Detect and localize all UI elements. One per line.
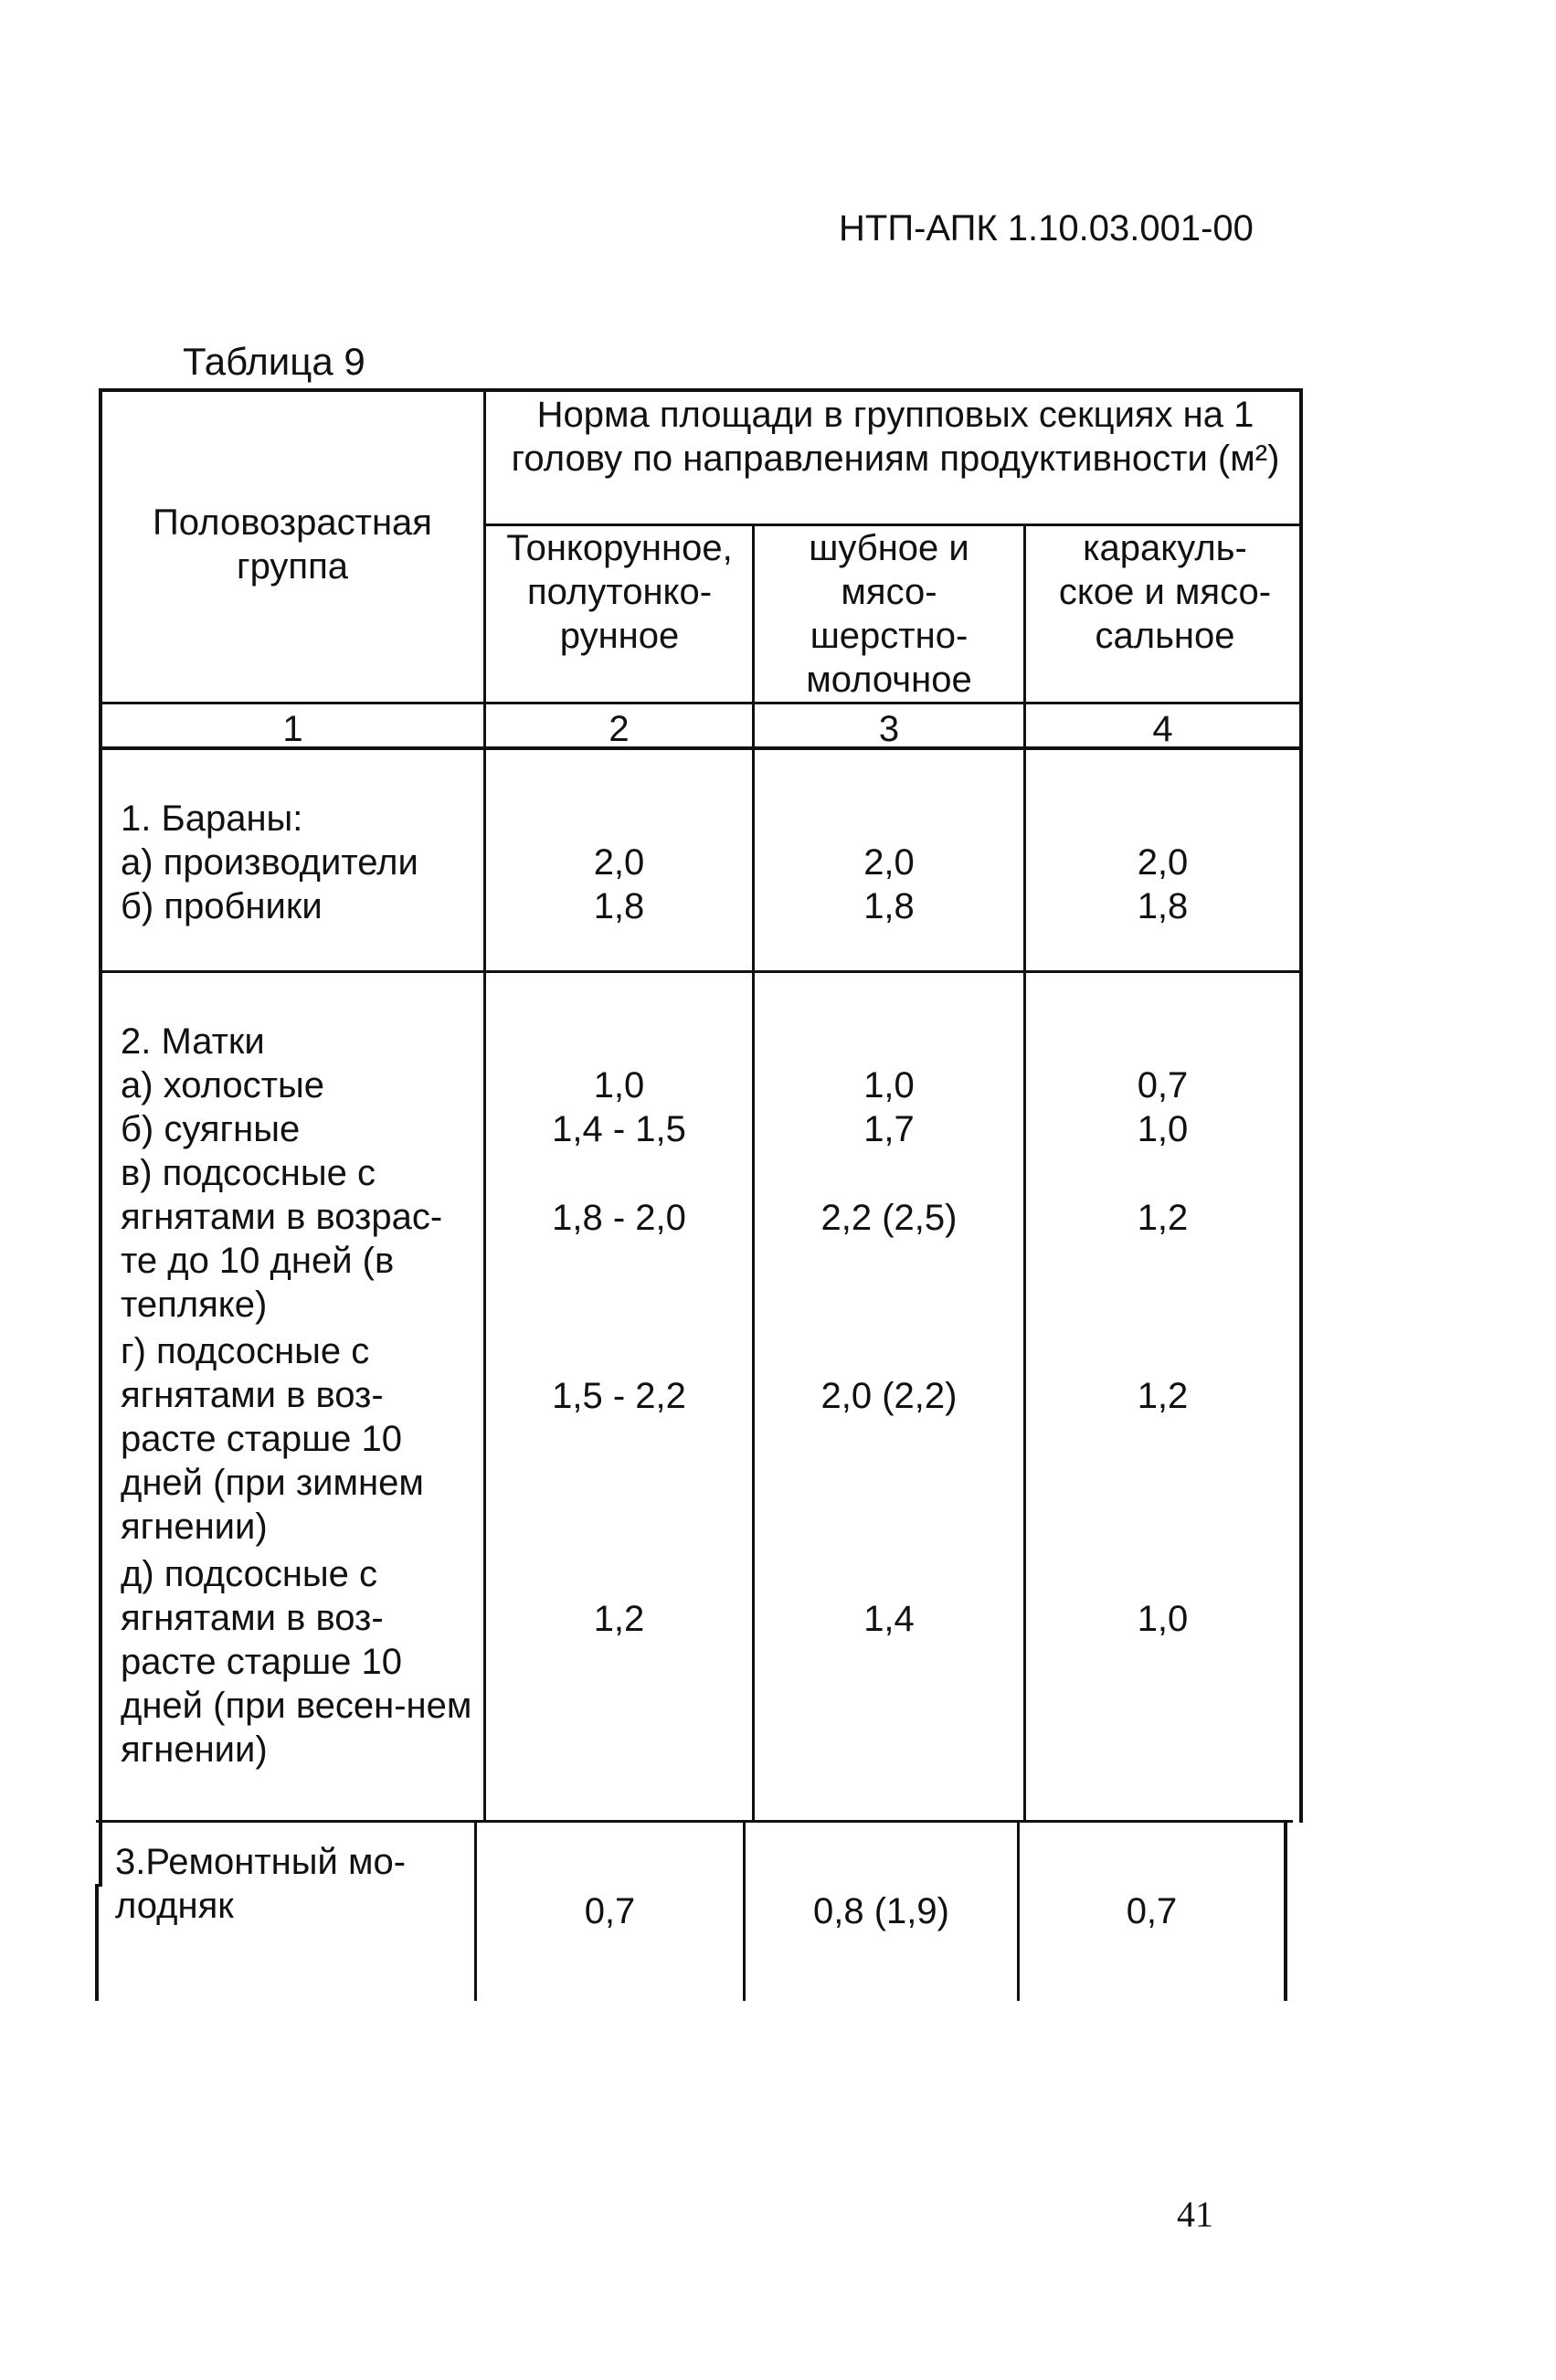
value-col4: 1,2 xyxy=(1137,1198,1189,1238)
section2-bottom-border xyxy=(96,1820,1293,1823)
table-right-border-lower xyxy=(1284,1820,1287,2001)
value-col4: 0,7 xyxy=(1137,1065,1189,1105)
section1-bottom-border xyxy=(99,970,1303,973)
value-col2: 1,8 - 2,0 xyxy=(552,1198,686,1238)
value-col3: 1,0 xyxy=(863,1065,915,1105)
value-col4: 1,2 xyxy=(1137,1376,1189,1416)
header-col-fine-wool: Тонкорунное, полутонко-рунное xyxy=(506,528,733,656)
document-code: НТП-АПК 1.10.03.001-00 xyxy=(839,208,1254,249)
table-caption: Таблица 9 xyxy=(183,340,365,383)
column-number-4: 4 xyxy=(1152,709,1173,749)
value-col2: 1,0 xyxy=(593,1065,645,1105)
value-col4: 0,7 xyxy=(1126,1891,1178,1931)
value-col3: 2,2 (2,5) xyxy=(820,1198,958,1238)
value-col3: 1,8 xyxy=(863,886,915,926)
row-label: б) суягные xyxy=(121,1109,301,1149)
row-label: г) подсосные с ягнятами в воз-расте старше 10 дней (при зимнем ягнении) xyxy=(121,1331,424,1547)
value-col2: 1,2 xyxy=(593,1599,645,1639)
table-left-border-lower xyxy=(95,1884,99,2001)
value-col4: 1,8 xyxy=(1137,886,1189,926)
section-title: 1. Бараны: xyxy=(121,799,303,839)
value-col2: 2,0 xyxy=(593,842,645,883)
header-group-column: Половозрастная группа xyxy=(153,502,432,587)
row-label: а) холостые xyxy=(121,1065,324,1105)
section-title: 2. Матки xyxy=(121,1021,265,1062)
value-col3: 1,7 xyxy=(863,1109,915,1149)
table-right-border xyxy=(1299,388,1303,1823)
page-number: 41 xyxy=(1177,2194,1213,2235)
value-col4: 1,0 xyxy=(1137,1599,1189,1639)
header-bottom-border xyxy=(99,702,1303,704)
column-number-3: 3 xyxy=(878,709,900,749)
value-col2: 1,5 - 2,2 xyxy=(552,1376,686,1416)
value-col4: 1,0 xyxy=(1137,1109,1189,1149)
column-number-2: 2 xyxy=(609,709,630,749)
row-label: б) пробники xyxy=(121,886,323,926)
row-label: а) производители xyxy=(121,842,418,883)
value-col2: 0,7 xyxy=(584,1891,636,1931)
value-col2: 1,8 xyxy=(593,886,645,926)
row-label: д) подсосные с ягнятами в воз-расте старше 10 дней (при весен-нем ягнении) xyxy=(121,1554,472,1770)
row-label: 3.Ремонтный мо-лодняк xyxy=(115,1842,407,1926)
value-col3: 2,0 (2,2) xyxy=(820,1376,958,1416)
header-col-sheepskin-meat-wool: шубное и мясо-шерстно-молочное xyxy=(806,528,972,700)
table-left-border xyxy=(99,388,102,1887)
header-norm-area: Норма площади в групповых секциях на 1 голову по направлениям продуктивности (м²) xyxy=(511,395,1280,479)
table-top-border xyxy=(99,388,1303,392)
row-label: в) подсосные с ягнятами в возрас-те до 10 дней (в тепляке) xyxy=(121,1153,443,1325)
value-col3: 1,4 xyxy=(863,1599,915,1639)
value-col3: 0,8 (1,9) xyxy=(813,1891,949,1931)
value-col3: 2,0 xyxy=(863,842,915,883)
header-col-karakul-meat-fat: каракуль-ское и мясо-сальное xyxy=(1058,528,1272,656)
value-col2: 1,4 - 1,5 xyxy=(552,1109,686,1149)
value-col4: 2,0 xyxy=(1137,842,1189,883)
column-number-1: 1 xyxy=(282,709,303,749)
